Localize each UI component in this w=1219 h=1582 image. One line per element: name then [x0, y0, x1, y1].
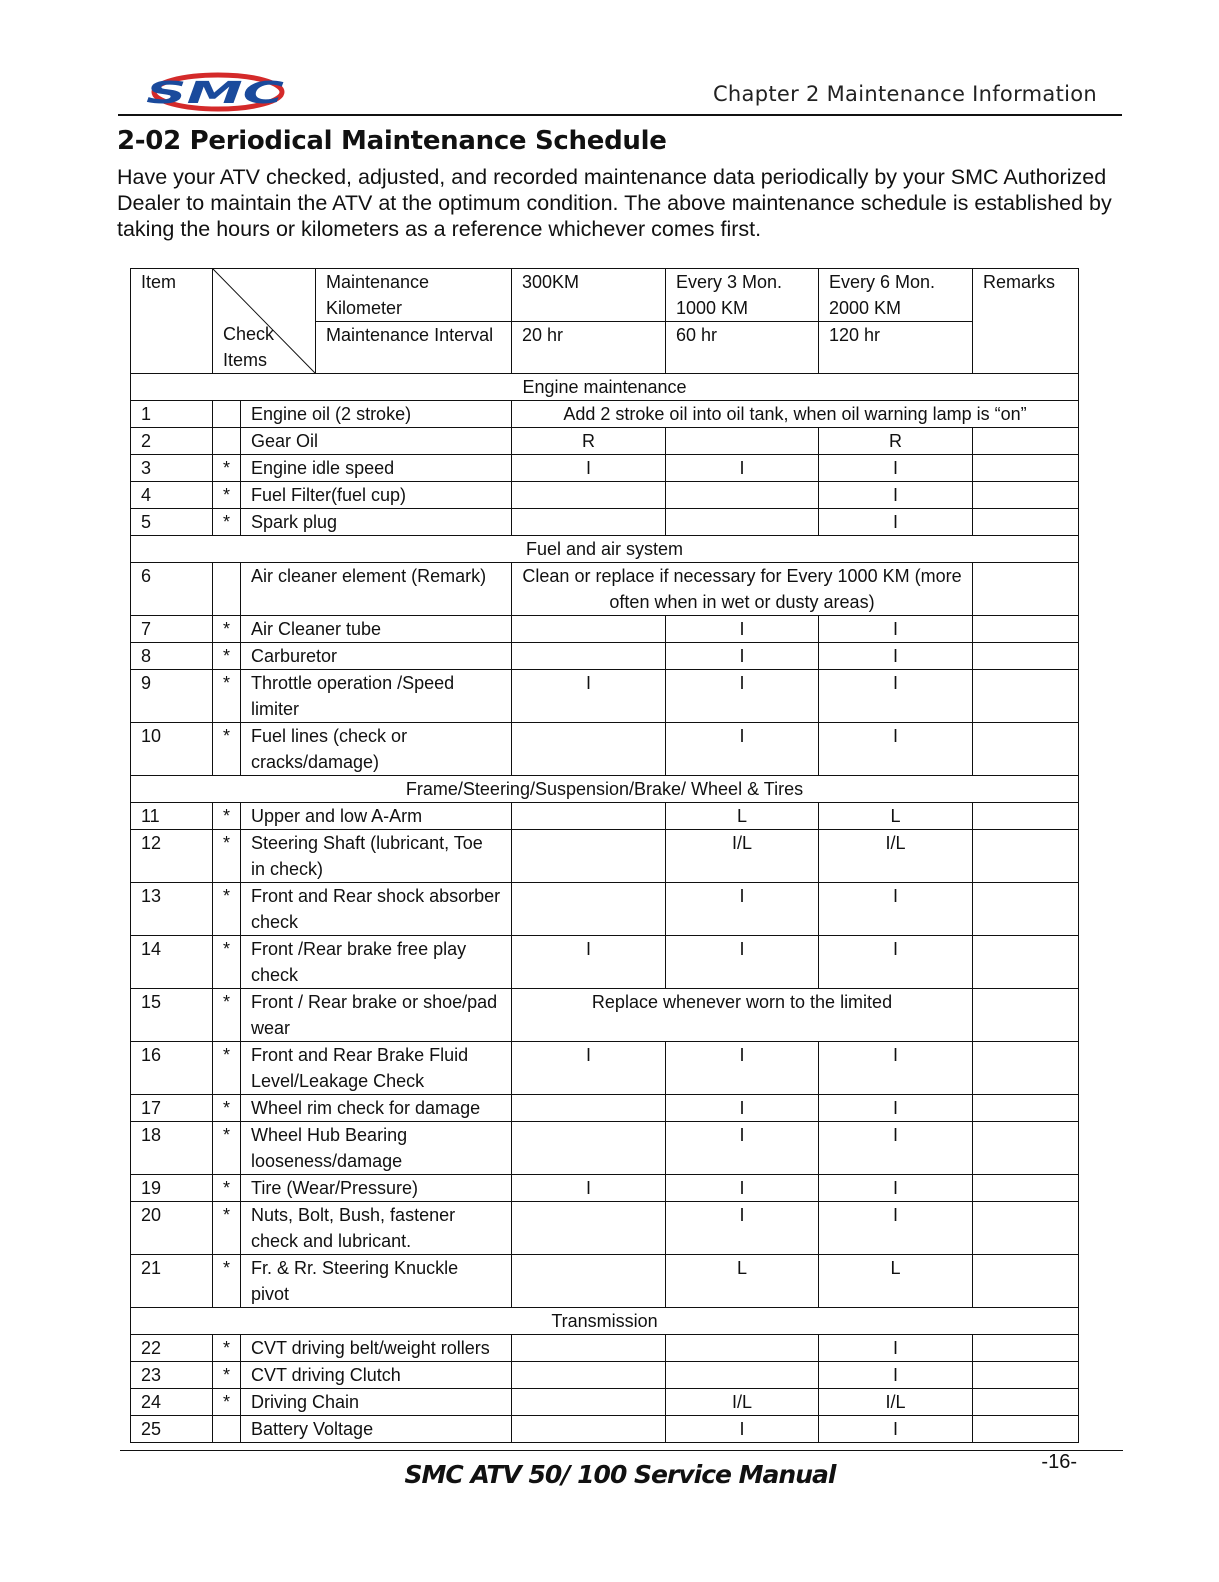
value-300km: I	[512, 1042, 666, 1095]
value-300km	[512, 883, 666, 936]
check-item-name: CVT driving Clutch	[241, 1362, 512, 1389]
value-6mon: I	[819, 1175, 973, 1202]
remarks-cell	[973, 936, 1079, 989]
remarks-cell	[973, 1335, 1079, 1362]
table-row	[131, 482, 1079, 509]
item-number: 18	[131, 1122, 213, 1175]
item-number: 15	[131, 989, 213, 1042]
value-3mon: I	[666, 1122, 819, 1175]
value-6mon: I	[819, 1095, 973, 1122]
table-row	[131, 1362, 1079, 1389]
item-number: 20	[131, 1202, 213, 1255]
item-number: 10	[131, 723, 213, 776]
critical-marker: *	[213, 723, 241, 776]
section-row	[131, 776, 1079, 803]
remarks-cell	[973, 455, 1079, 482]
section-heading: Fuel and air system	[131, 536, 1079, 563]
value-3mon: I	[666, 936, 819, 989]
value-3mon	[666, 482, 819, 509]
value-6mon: R	[819, 428, 973, 455]
critical-marker: *	[213, 1042, 241, 1095]
remarks-cell	[973, 1202, 1079, 1255]
check-item-name: Steering Shaft (lubricant, Toe in check)	[241, 830, 512, 883]
critical-marker: *	[213, 803, 241, 830]
value-6mon: I	[819, 723, 973, 776]
remarks-cell	[973, 643, 1079, 670]
critical-marker: *	[213, 989, 241, 1042]
header-km-label: Maintenance Kilometer	[316, 269, 512, 322]
value-3mon: I	[666, 670, 819, 723]
value-300km	[512, 509, 666, 536]
item-number: 19	[131, 1175, 213, 1202]
value-300km	[512, 1202, 666, 1255]
item-number: 5	[131, 509, 213, 536]
critical-marker: *	[213, 1362, 241, 1389]
value-300km	[512, 616, 666, 643]
value-3mon: I	[666, 1095, 819, 1122]
header-check-items: Check Items	[213, 269, 316, 374]
table-row	[131, 1042, 1079, 1095]
table-row	[131, 1335, 1079, 1362]
value-6mon: L	[819, 1255, 973, 1308]
value-3mon: I/L	[666, 1389, 819, 1416]
item-number: 7	[131, 616, 213, 643]
value-3mon: L	[666, 1255, 819, 1308]
section-heading: Transmission	[131, 1308, 1079, 1335]
value-300km	[512, 482, 666, 509]
check-item-name: Air cleaner element (Remark)	[241, 563, 512, 616]
value-300km	[512, 1255, 666, 1308]
remarks-cell	[973, 883, 1079, 936]
value-3mon: I	[666, 455, 819, 482]
critical-marker: *	[213, 1095, 241, 1122]
value-300km	[512, 1122, 666, 1175]
critical-marker: *	[213, 1335, 241, 1362]
value-6mon: I	[819, 1042, 973, 1095]
value-300km	[512, 830, 666, 883]
maintenance-schedule-table	[130, 268, 1079, 1443]
value-6mon: I/L	[819, 1389, 973, 1416]
header-km-2: Every 3 Mon. 1000 KM	[666, 269, 819, 322]
critical-marker: *	[213, 643, 241, 670]
header-hr-3: 120 hr	[819, 322, 973, 374]
table-row	[131, 1095, 1079, 1122]
check-item-name: Gear Oil	[241, 428, 512, 455]
table-row	[131, 936, 1079, 989]
value-300km	[512, 643, 666, 670]
section-row	[131, 1308, 1079, 1335]
table-row	[131, 830, 1079, 883]
value-3mon: I	[666, 616, 819, 643]
value-3mon: I	[666, 643, 819, 670]
value-6mon: I	[819, 455, 973, 482]
item-number: 14	[131, 936, 213, 989]
check-item-name: Engine oil (2 stroke)	[241, 401, 512, 428]
interval-note: Clean or replace if necessary for Every 1000 KM (more often when in wet or dusty areas)	[512, 563, 973, 616]
item-number: 13	[131, 883, 213, 936]
remarks-cell	[973, 989, 1079, 1042]
remarks-cell	[973, 482, 1079, 509]
manual-title: SMC ATV 50/ 100 Service Manual	[404, 1460, 836, 1489]
remarks-cell	[973, 509, 1079, 536]
value-3mon	[666, 1362, 819, 1389]
header-divider	[118, 114, 1122, 116]
remarks-cell	[973, 1389, 1079, 1416]
section-row	[131, 536, 1079, 563]
remarks-cell	[973, 1362, 1079, 1389]
check-item-name: Fr. & Rr. Steering Knuckle pivot	[241, 1255, 512, 1308]
header-km-1: 300KM	[512, 269, 666, 322]
page-title: 2-02 Periodical Maintenance Schedule	[117, 126, 667, 156]
table-row	[131, 1255, 1079, 1308]
critical-marker: *	[213, 616, 241, 643]
value-3mon: I	[666, 1202, 819, 1255]
value-300km	[512, 1389, 666, 1416]
header-item: Item	[131, 269, 213, 374]
item-number: 16	[131, 1042, 213, 1095]
remarks-cell	[973, 1175, 1079, 1202]
value-300km: R	[512, 428, 666, 455]
value-6mon: I	[819, 509, 973, 536]
item-number: 23	[131, 1362, 213, 1389]
critical-marker: *	[213, 670, 241, 723]
check-item-name: CVT driving belt/weight rollers	[241, 1335, 512, 1362]
value-3mon	[666, 509, 819, 536]
section-row	[131, 374, 1079, 401]
table-row	[131, 1122, 1079, 1175]
critical-marker: *	[213, 482, 241, 509]
item-number: 3	[131, 455, 213, 482]
remarks-cell	[973, 670, 1079, 723]
check-item-name: Front / Rear brake or shoe/pad wear	[241, 989, 512, 1042]
table-row	[131, 455, 1079, 482]
table-row	[131, 401, 1079, 428]
critical-marker: *	[213, 1122, 241, 1175]
item-number: 9	[131, 670, 213, 723]
item-number: 12	[131, 830, 213, 883]
value-300km	[512, 803, 666, 830]
check-item-name: Nuts, Bolt, Bush, fastener check and lubricant.	[241, 1202, 512, 1255]
value-300km	[512, 1095, 666, 1122]
item-number: 22	[131, 1335, 213, 1362]
remarks-cell	[973, 1416, 1079, 1443]
remarks-cell	[973, 830, 1079, 883]
critical-marker: *	[213, 1202, 241, 1255]
check-item-name: Fuel lines (check or cracks/damage)	[241, 723, 512, 776]
value-3mon: I	[666, 723, 819, 776]
critical-marker: *	[213, 1389, 241, 1416]
value-3mon	[666, 1335, 819, 1362]
value-6mon: L	[819, 803, 973, 830]
value-6mon: I	[819, 670, 973, 723]
value-300km: I	[512, 936, 666, 989]
table-row	[131, 509, 1079, 536]
value-300km: I	[512, 670, 666, 723]
table-row	[131, 1175, 1079, 1202]
header-remarks: Remarks	[973, 269, 1079, 374]
remarks-cell	[973, 1122, 1079, 1175]
header-hr-2: 60 hr	[666, 322, 819, 374]
value-300km	[512, 1335, 666, 1362]
item-number: 25	[131, 1416, 213, 1443]
value-6mon: I	[819, 1362, 973, 1389]
check-item-name: Front /Rear brake free play check	[241, 936, 512, 989]
svg-text:SMC: SMC	[146, 76, 284, 111]
table-row	[131, 1389, 1079, 1416]
table-row	[131, 643, 1079, 670]
table-row	[131, 1202, 1079, 1255]
table-row	[131, 989, 1079, 1042]
table-row	[131, 883, 1079, 936]
check-item-name: Battery Voltage	[241, 1416, 512, 1443]
critical-marker: *	[213, 509, 241, 536]
remarks-cell	[973, 1042, 1079, 1095]
value-6mon: I	[819, 643, 973, 670]
critical-marker	[213, 1416, 241, 1443]
item-number: 21	[131, 1255, 213, 1308]
table-row	[131, 563, 1079, 616]
header-km-3: Every 6 Mon. 2000 KM	[819, 269, 973, 322]
value-300km: I	[512, 455, 666, 482]
critical-marker: *	[213, 883, 241, 936]
remarks-cell	[973, 616, 1079, 643]
value-3mon	[666, 428, 819, 455]
critical-marker: *	[213, 830, 241, 883]
table-row	[131, 803, 1079, 830]
item-number: 4	[131, 482, 213, 509]
value-6mon: I	[819, 616, 973, 643]
item-number: 24	[131, 1389, 213, 1416]
intro-paragraph: Have your ATV checked, adjusted, and recorded maintenance data periodically by your SMC Authorized Dealer to maintain the ATV at the optimum condition. The above maintenance schedule is established by taking the hours or kilometers as a reference whichever comes first.	[117, 165, 1112, 241]
critical-marker: *	[213, 936, 241, 989]
item-number: 8	[131, 643, 213, 670]
item-number: 17	[131, 1095, 213, 1122]
table-row	[131, 616, 1079, 643]
critical-marker: *	[213, 1255, 241, 1308]
check-item-name: Front and Rear Brake Fluid Level/Leakage Check	[241, 1042, 512, 1095]
check-item-name: Wheel rim check for damage	[241, 1095, 512, 1122]
value-300km: I	[512, 1175, 666, 1202]
value-6mon: I	[819, 1202, 973, 1255]
critical-marker	[213, 428, 241, 455]
critical-marker: *	[213, 455, 241, 482]
check-item-name: Upper and low A-Arm	[241, 803, 512, 830]
page-number: -16-	[1041, 1451, 1077, 1473]
value-300km	[512, 1362, 666, 1389]
table-row	[131, 670, 1079, 723]
footer-divider	[120, 1450, 1123, 1451]
check-item-name: Fuel Filter(fuel cup)	[241, 482, 512, 509]
value-6mon: I	[819, 482, 973, 509]
check-item-name: Driving Chain	[241, 1389, 512, 1416]
interval-note: Replace whenever worn to the limited	[512, 989, 973, 1042]
header-interval-label: Maintenance Interval	[316, 322, 512, 374]
critical-marker	[213, 401, 241, 428]
remarks-cell	[973, 723, 1079, 776]
item-number: 6	[131, 563, 213, 616]
value-3mon: I	[666, 1042, 819, 1095]
item-number: 11	[131, 803, 213, 830]
value-6mon: I	[819, 1122, 973, 1175]
check-item-name: Spark plug	[241, 509, 512, 536]
value-6mon: I	[819, 1416, 973, 1443]
check-item-name: Engine idle speed	[241, 455, 512, 482]
value-300km	[512, 723, 666, 776]
critical-marker: *	[213, 1175, 241, 1202]
value-300km	[512, 1416, 666, 1443]
table-row	[131, 1416, 1079, 1443]
remarks-cell	[973, 563, 1079, 616]
check-item-name: Tire (Wear/Pressure)	[241, 1175, 512, 1202]
table-row	[131, 428, 1079, 455]
remarks-cell	[973, 803, 1079, 830]
item-number: 1	[131, 401, 213, 428]
value-6mon: I	[819, 883, 973, 936]
value-6mon: I	[819, 936, 973, 989]
value-3mon: I/L	[666, 830, 819, 883]
check-item-name: Throttle operation /Speed limiter	[241, 670, 512, 723]
chapter-header: Chapter 2 Maintenance Information	[712, 82, 1097, 106]
value-3mon: I	[666, 883, 819, 936]
value-3mon: I	[666, 1175, 819, 1202]
remarks-cell	[973, 1255, 1079, 1308]
check-item-name: Wheel Hub Bearing looseness/damage	[241, 1122, 512, 1175]
value-3mon: L	[666, 803, 819, 830]
section-heading: Engine maintenance	[131, 374, 1079, 401]
item-number: 2	[131, 428, 213, 455]
remarks-cell	[973, 1095, 1079, 1122]
value-6mon: I	[819, 1335, 973, 1362]
table-row	[131, 723, 1079, 776]
critical-marker	[213, 563, 241, 616]
smc-logo	[140, 70, 290, 114]
value-6mon: I/L	[819, 830, 973, 883]
header-hr-1: 20 hr	[512, 322, 666, 374]
section-heading: Frame/Steering/Suspension/Brake/ Wheel & Tires	[131, 776, 1079, 803]
interval-note: Add 2 stroke oil into oil tank, when oil warning lamp is “on”	[512, 401, 1079, 428]
check-item-name: Carburetor	[241, 643, 512, 670]
check-item-name: Air Cleaner tube	[241, 616, 512, 643]
value-3mon: I	[666, 1416, 819, 1443]
check-item-name: Front and Rear shock absorber check	[241, 883, 512, 936]
remarks-cell	[973, 428, 1079, 455]
